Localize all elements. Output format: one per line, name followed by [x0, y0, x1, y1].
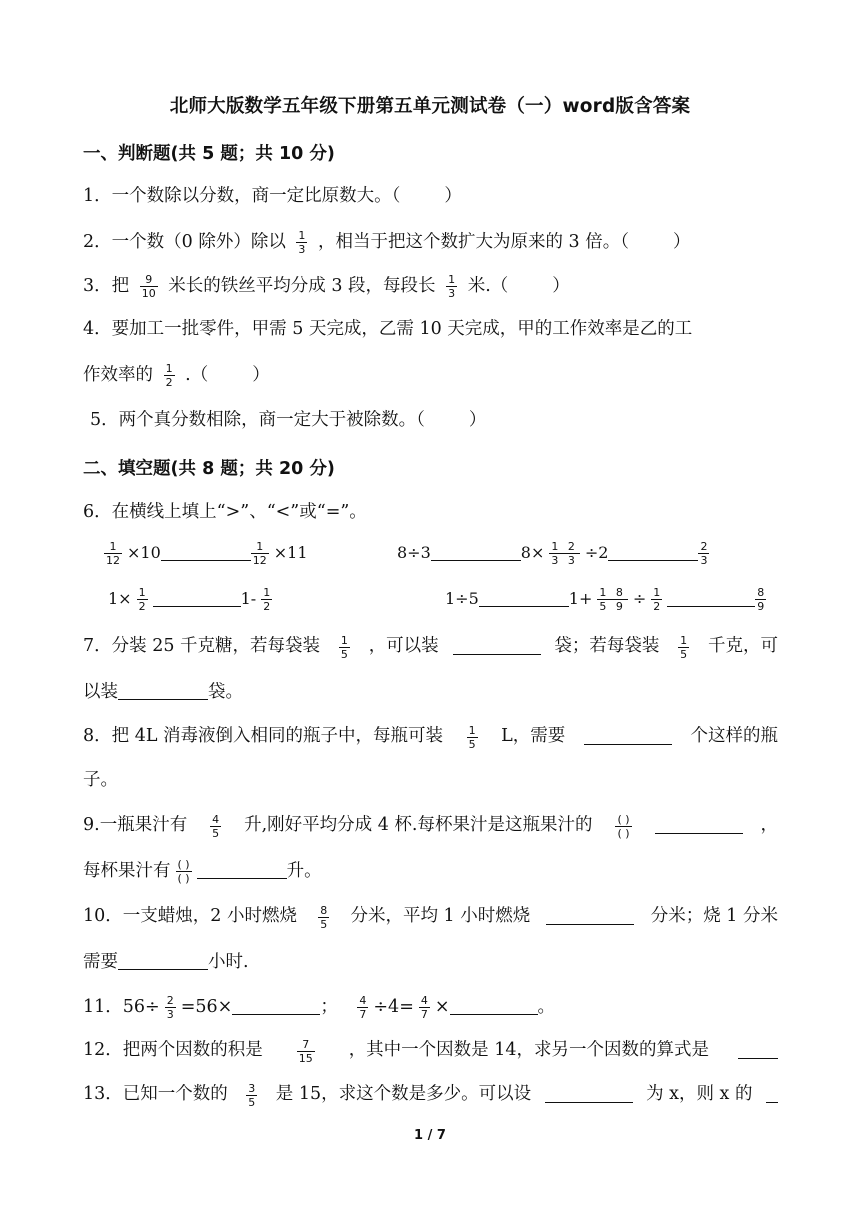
answer-blank[interactable] [118, 679, 208, 700]
fraction: $\frac{1 2}{3 3}$ [551, 540, 578, 567]
question-7-line-2: 以装 袋。 [83, 679, 243, 704]
question-9-line-1: 9.一瓶果汁有 4 5 升,刚好平均分成 4 杯.每杯果汁是这瓶果汁的 ( ) ( ) ， [83, 813, 778, 840]
fraction: 8 5 [320, 904, 328, 931]
section-heading-judgement: 一、判断题(共 5 题；共 10 分) [83, 144, 335, 164]
fraction: $\frac{1}{3}$ [448, 273, 456, 300]
fraction: 7 15 [298, 1038, 313, 1065]
answer-blank[interactable] [453, 634, 541, 655]
answer-blank[interactable] [232, 994, 320, 1015]
fraction: $\frac{9}{10}$ [141, 273, 156, 300]
question-6: 6．在横线上填上“>”、“<”或“=”。 [83, 502, 367, 522]
question-2: 2．一个数（0 除外）除以 $\frac{1}{3}$ ，相当于把这个数扩大为原来的 3 倍。（ ） [83, 229, 691, 256]
answer-blank[interactable] [118, 949, 208, 970]
fraction: 1 5 [340, 634, 348, 661]
question-5: 5．两个真分数相除，商一定大于被除数。（ ） [90, 410, 487, 430]
question-9-line-2: 每杯果汁有 ( ) ( ) 升。 [83, 858, 322, 885]
answer-blank[interactable] [738, 1038, 778, 1059]
answer-blank[interactable] [431, 542, 521, 561]
fraction: 3 5 [248, 1082, 256, 1109]
fraction: $\frac{4}{7}$ [420, 994, 428, 1021]
page-title: 北师大版数学五年级下册第五单元测试卷（一）word版含答案 [169, 96, 691, 117]
question-7-line-1: 7．分装 25 千克糖，若每袋装 1 5 ，可以装 袋；若每袋装 1 5 千克，可 [83, 634, 778, 661]
compare-item-b: 8÷3 8× $\frac{1 2}{3 3}$ ÷2 $\frac{2}{3}$ [397, 540, 708, 567]
answer-blank[interactable] [546, 904, 634, 925]
fraction: $\frac{1}{12}$ [252, 540, 267, 567]
compare-item-c: 1× $\frac{1}{2}$ 1- $\frac{1}{2}$ [108, 586, 271, 613]
fraction: $\frac{1}{2}$ [138, 586, 146, 613]
fraction: 1 5 [680, 634, 688, 661]
question-10-line-2: 需要 小时. [83, 949, 249, 974]
answer-blank[interactable] [545, 1082, 633, 1103]
answer-blank[interactable] [161, 542, 251, 561]
page-number: 1 / 7 [414, 1128, 446, 1143]
fraction: $\frac{4}{7}$ [359, 994, 367, 1021]
fraction: $\frac{1}{2}$ [165, 362, 173, 389]
fraction: $\frac{1}{2}$ [653, 586, 661, 613]
answer-blank[interactable] [608, 542, 698, 561]
answer-blank[interactable] [450, 994, 538, 1015]
fraction: $\frac{1 8}{5 9}$ [599, 586, 626, 613]
question-10-line-1: 10．一支蜡烛，2 小时燃烧 8 5 分米，平均 1 小时燃烧 分米；烧 1 分米 [83, 904, 778, 931]
fraction: 4 5 [212, 813, 220, 840]
question-4-line-2: 作效率的 $\frac{1}{2}$ .（ ） [83, 362, 270, 389]
answer-blank[interactable] [655, 813, 743, 834]
fraction: ( ) ( ) [617, 813, 630, 840]
question-8-line-2: 子。 [83, 770, 118, 790]
fraction: $\frac{1}{2}$ [263, 586, 271, 613]
fraction: $\frac{8}{9}$ [757, 586, 765, 613]
question-8-line-1: 8．把 4L 消毒液倒入相同的瓶子中，每瓶可装 1 5 L，需要 个这样的瓶 [83, 724, 778, 751]
question-1: 1．一个数除以分数，商一定比原数大。（ ） [83, 186, 462, 206]
answer-blank[interactable] [479, 588, 569, 607]
fraction: ( ) ( ) [177, 858, 190, 885]
question-13: 13．已知一个数的 3 5 是 15，求这个数是多少。可以设 为 x，则 x 的 [83, 1082, 778, 1109]
answer-blank[interactable] [197, 858, 287, 879]
question-4-line-1: 4．要加工一批零件，甲需 5 天完成，乙需 10 天完成，甲的工作效率是乙的工 [83, 319, 693, 339]
fraction: $\frac{2}{3}$ [166, 994, 174, 1021]
section-heading-fill-blank: 二、填空题(共 8 题；共 20 分) [83, 459, 335, 479]
fraction: 1 5 [468, 724, 476, 751]
question-12: 12．把两个因数的积是 7 15 ，其中一个因数是 14，求另一个因数的算式是 [83, 1038, 778, 1065]
fraction: $\frac{1}{12}$ [106, 540, 120, 567]
answer-blank[interactable] [584, 724, 672, 745]
fraction: $\frac{2}{3}$ [700, 540, 708, 567]
question-11: 11．56÷ $\frac{2}{3}$ =56× ； $\frac{4}{7}$ ÷4= $\frac{4}{7}$ × 。 [83, 994, 556, 1021]
compare-item-a: $\frac{1}{12}$ ×10 $\frac{1}{12}$ ×11 [106, 540, 308, 567]
answer-blank[interactable] [766, 1082, 778, 1103]
question-3: 3．把 $\frac{9}{10}$ 米长的铁丝平均分成 3 段，每段长 $\frac{1}{3}$ 米.（ ） [83, 273, 570, 300]
answer-blank[interactable] [153, 588, 241, 607]
fraction: $\frac{1}{3}$ [298, 229, 306, 256]
answer-blank[interactable] [667, 588, 755, 607]
compare-item-d: 1÷5 1+ $\frac{1 8}{5 9}$ ÷ $\frac{1}{2}$ $\frac{8}{9}$ [445, 586, 765, 613]
